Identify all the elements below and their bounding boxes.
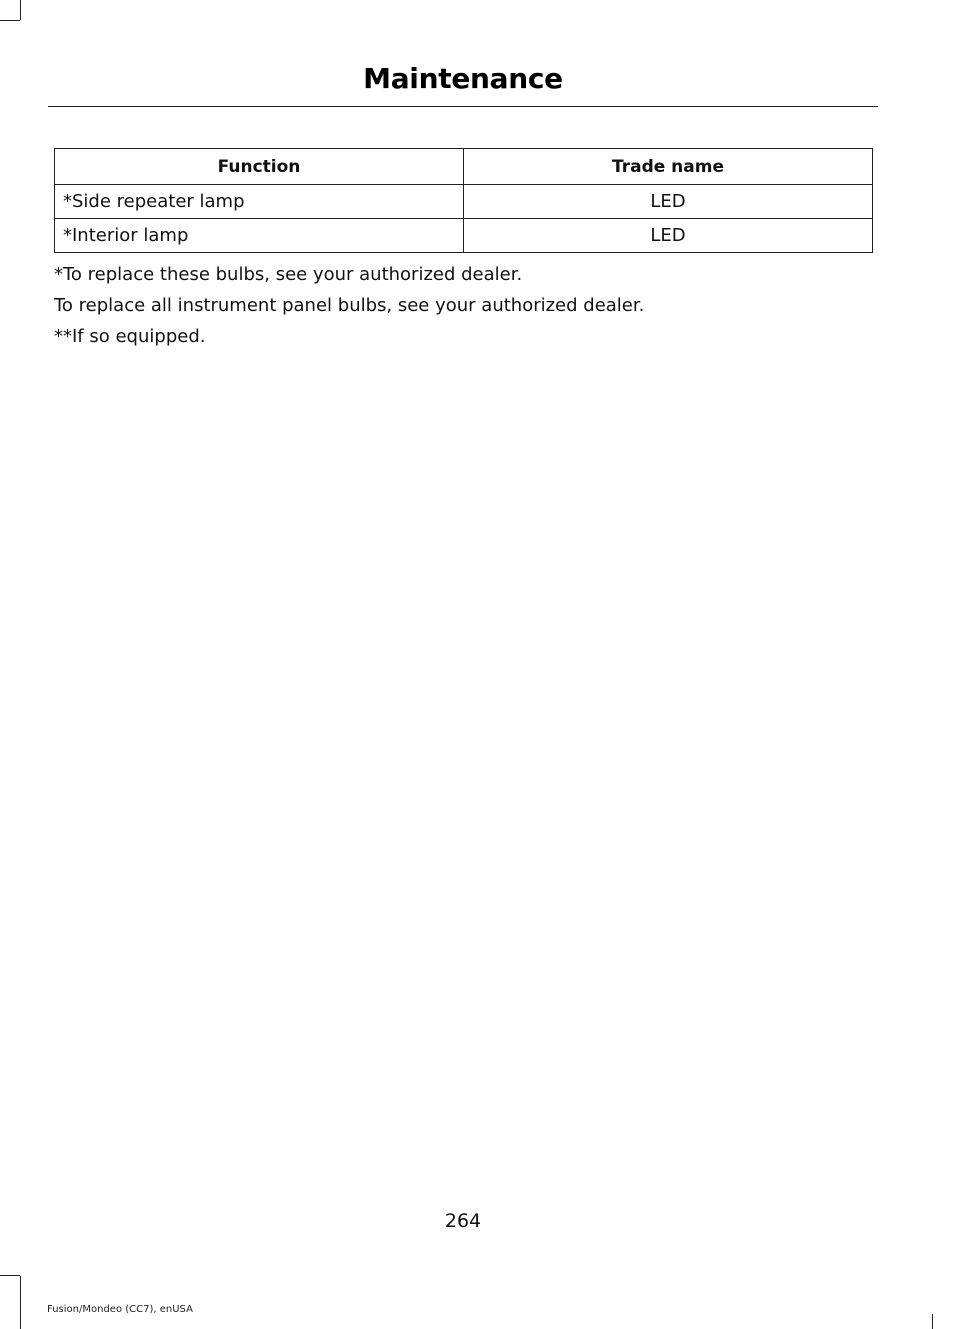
- notes-section: [54, 263, 874, 356]
- trade-name-cell: LED: [464, 185, 873, 219]
- crop-mark-bottom-right-tick: [932, 1314, 933, 1329]
- note-instrument-panel: To replace all instrument panel bulbs, see your authorized dealer.: [54, 295, 645, 316]
- function-cell: *Side repeater lamp: [55, 185, 464, 219]
- column-header-function: Function: [55, 149, 464, 185]
- page-title: Maintenance: [363, 62, 563, 95]
- note-dealer-bulbs: *To replace these bulbs, see your authorized dealer.: [54, 264, 523, 285]
- function-cell: *Interior lamp: [55, 219, 464, 253]
- bulb-table: [54, 148, 873, 253]
- table-row: [55, 185, 873, 219]
- crop-mark-bottom-left-horizontal: [0, 1275, 20, 1276]
- crop-mark-top-left-horizontal: [0, 20, 20, 21]
- crop-mark-bottom-left-tick: [20, 1314, 21, 1329]
- crop-mark-top-left-vertical: [20, 0, 21, 20]
- title-divider: [48, 106, 878, 107]
- table-header-row: [55, 149, 873, 185]
- page-number: 264: [444, 1210, 482, 1232]
- document-id: Fusion/Mondeo (CC7), enUSA: [47, 1304, 193, 1315]
- note-if-equipped: **If so equipped.: [54, 326, 206, 347]
- table-row: [55, 219, 873, 253]
- column-header-trade-name: Trade name: [464, 149, 873, 185]
- trade-name-cell: LED: [464, 219, 873, 253]
